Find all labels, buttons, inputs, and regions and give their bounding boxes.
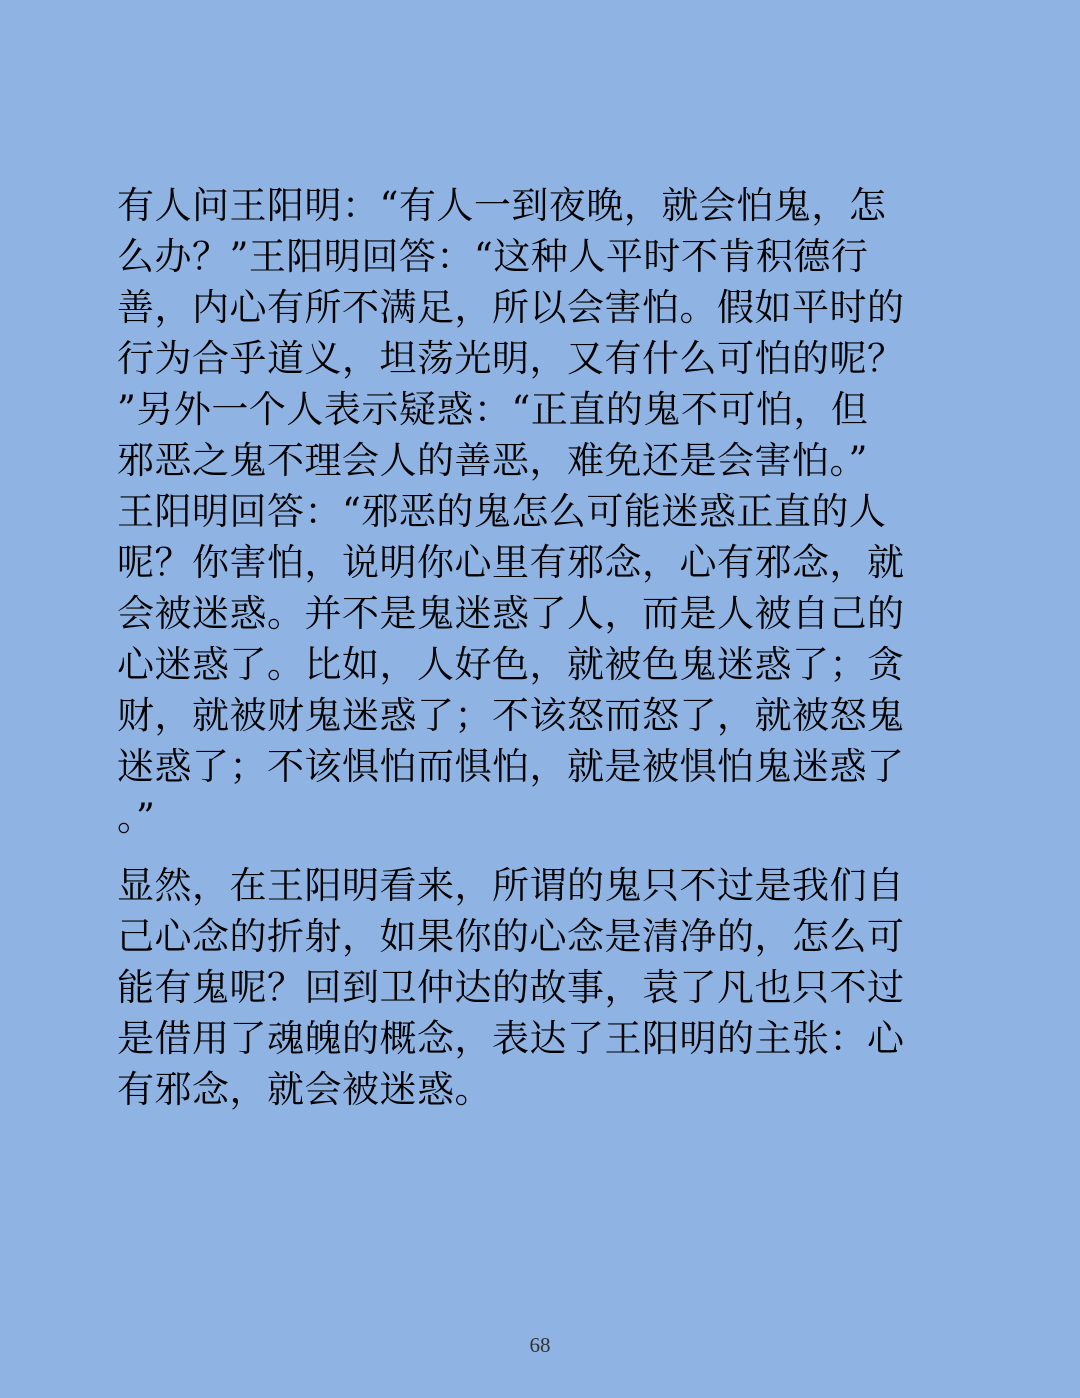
- text-line: 有邪念，就会被迷惑。: [117, 1068, 492, 1111]
- text-line: 邪恶之鬼不理会人的善恶，难免还是会害怕。”: [117, 439, 868, 482]
- text-line: 是借用了魂魄的概念，表达了王阳明的主张：心: [117, 1017, 905, 1060]
- text-line: 迷惑了；不该惧怕而惧怕，就是被惧怕鬼迷惑了: [117, 745, 905, 788]
- text-line: 行为合乎道义，坦荡光明，又有什么可怕的呢？: [117, 337, 905, 380]
- paragraph-2: [117, 860, 957, 1115]
- text-line: 有人问王阳明：“有人一到夜晚，就会怕鬼，怎: [117, 184, 887, 227]
- text-line: 显然，在王阳明看来，所谓的鬼只不过是我们自: [117, 864, 905, 907]
- text-line: 己心念的折射，如果你的心念是清净的，怎么可: [117, 915, 905, 958]
- text-line: ”另外一个人表示疑惑：“正直的鬼不可怕，但: [117, 388, 869, 431]
- text-line: 会被迷惑。并不是鬼迷惑了人，而是人被自己的: [117, 592, 905, 635]
- text-line: 么办？”王阳明回答：“这种人平时不肯积德行: [117, 235, 869, 278]
- paragraph-1: [117, 180, 957, 843]
- text-line: 财，就被财鬼迷惑了；不该怒而怒了，就被怒鬼: [117, 694, 905, 737]
- text-line: 王阳明回答：“邪恶的鬼怎么可能迷惑正直的人: [117, 490, 887, 533]
- body-text: [117, 180, 957, 1115]
- text-line: 善，内心有所不满足，所以会害怕。假如平时的: [117, 286, 905, 329]
- text-line: 心迷惑了。比如，人好色，就被色鬼迷惑了；贪: [117, 643, 905, 686]
- page-number: 68: [529, 1333, 551, 1357]
- text-line: 呢？你害怕，说明你心里有邪念，心有邪念，就: [117, 541, 905, 584]
- text-line: 。”: [117, 796, 156, 839]
- text-line: 能有鬼呢？回到卫仲达的故事，袁了凡也只不过: [117, 966, 905, 1009]
